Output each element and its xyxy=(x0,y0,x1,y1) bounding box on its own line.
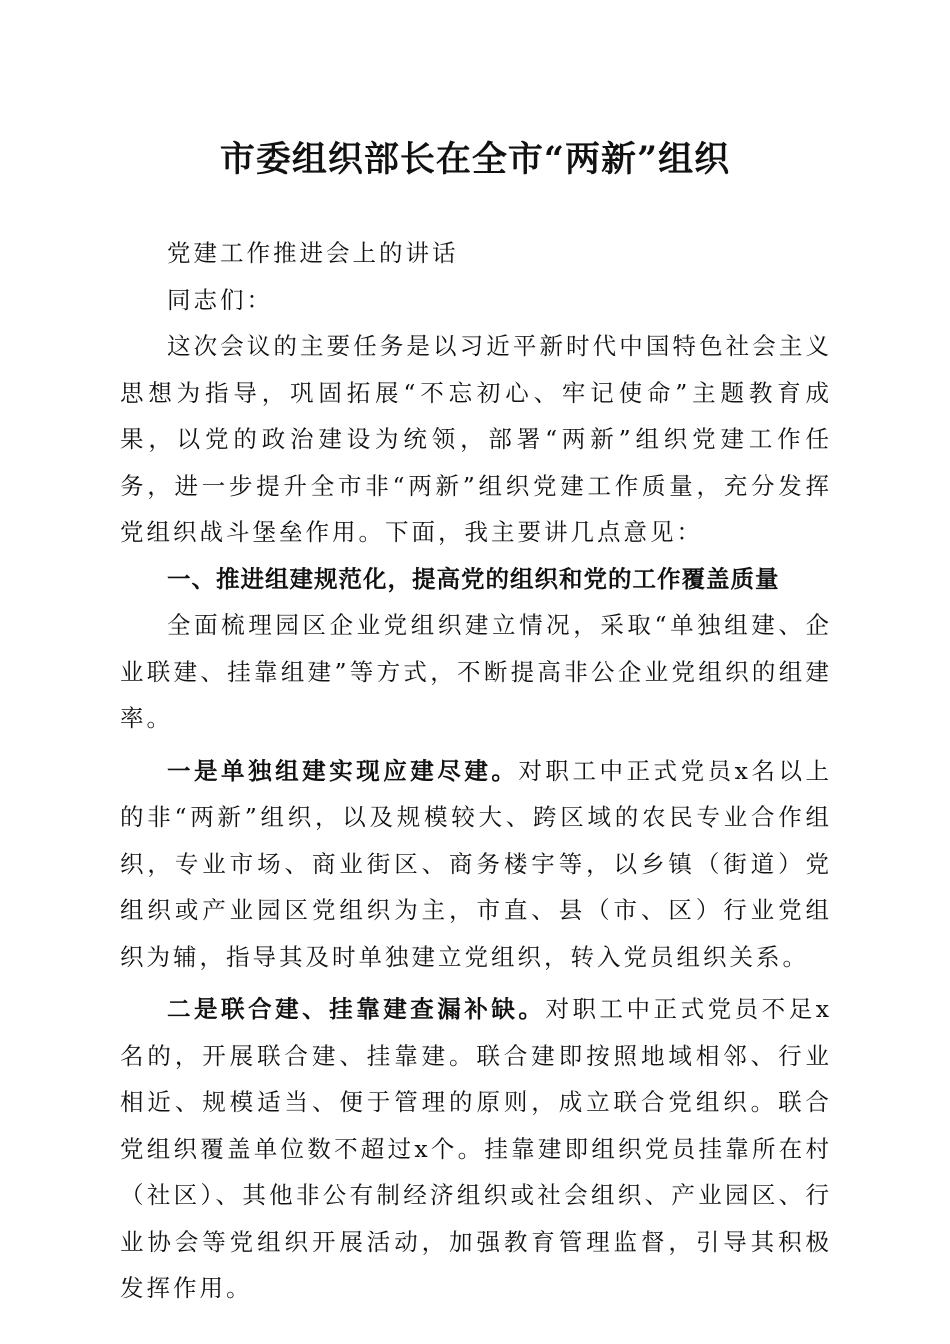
point-2-text: 对职工中正式党员不足x名的，开展联合建、挂靠建。联合建即按照地域相邻、行业相近、规模适当、便于管理的原则，成立联合党组织。联合党组织覆盖单位数不超过x个。挂靠建即组织党员挂靠所在村（社区）、其他非公有制经济组织或社会组织、产业园区、行业协会等党组织开展活动，加强教育管理监督，引导其积极发挥作用。 xyxy=(120,995,832,1302)
document-body xyxy=(120,230,832,1312)
document-subtitle: 党建工作推进会上的讲话 xyxy=(167,239,459,267)
point-1-text: 对职工中正式党员x名以上的非“两新”组织，以及规模较大、跨区域的农民专业合作组织，专业市场、商业街区、商务楼宇等，以乡镇（街道）党组织或产业园区党组织为主，市直、县（市、区）行业党组织为辅，指导其及时单独建立党组织，转入党员组织关系。 xyxy=(120,756,832,971)
section-1-heading: 一、推进组建规范化，提高党的组织和党的工作覆盖质量 xyxy=(167,564,780,593)
salutation: 同志们： xyxy=(167,285,273,314)
document-title: 市委组织部长在全市“两新”组织 xyxy=(219,139,731,180)
point-1-paragraph xyxy=(120,748,832,981)
intro-paragraph: 这次会议的主要任务是以习近平新时代中国特色社会主义思想为指导，巩固拓展“不忘初心、牢记使命”主题教育成果，以党的政治建设为统领，部署“两新”组织党建工作任务，进一步提升全市非“两新”组织党建工作质量，充分发挥党组织战斗堡垒作用。下面，我主要讲几点意见： xyxy=(120,332,832,546)
point-1-lead: 一是单独组建实现应建尽建。 xyxy=(167,756,519,785)
section-1-intro-paragraph: 全面梳理园区企业党组织建立情况，采取“单独组建、企业联建、挂靠组建”等方式，不断提高非公企业党组织的组建率。 xyxy=(120,611,832,732)
point-2-paragraph xyxy=(120,986,832,1312)
point-2-lead: 二是联合建、挂靠建查漏补缺。 xyxy=(167,995,546,1023)
